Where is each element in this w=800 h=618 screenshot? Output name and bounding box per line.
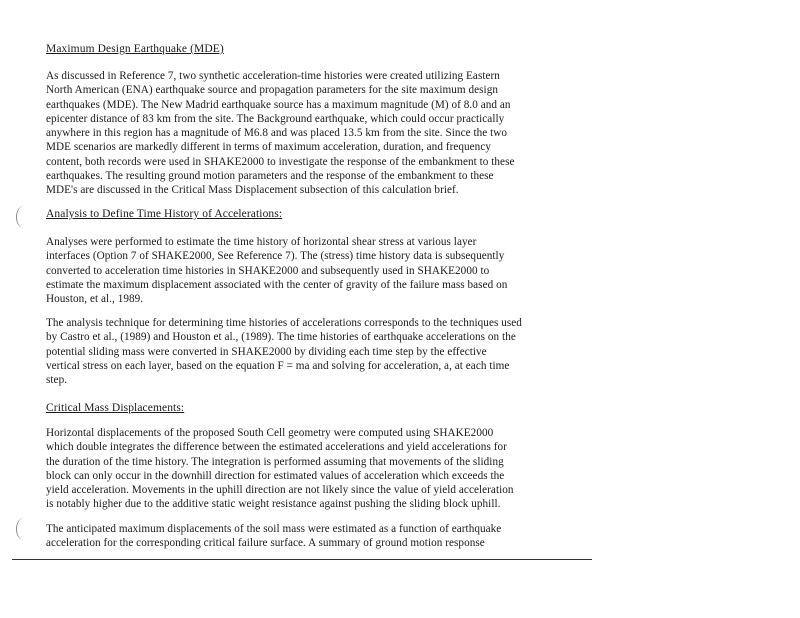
- text-line: anywhere in this region has a magnitude of M6.8 and was placed 13.5 km from the site. Since the two: [46, 127, 508, 140]
- text-line: North American (ENA) earthquake source and propagation parameters for the site maximum design: [46, 84, 498, 97]
- text-line: interfaces (Option 7 of SHAKE2000, See Reference 7). The (stress) time history data is subsequently: [46, 250, 505, 263]
- text-line: content, both records were used in SHAKE2000 to investigate the response of the embankment to these: [46, 155, 515, 168]
- paragraph-time-history-1: [46, 235, 546, 306]
- heading-time-history: Analysis to Define Time History of Accelerations:: [46, 208, 283, 220]
- text-line: is notably higher due to the additive static weight resistance against pushing the sliding block uphill.: [46, 498, 501, 511]
- text-line: The anticipated maximum displacements of the soil mass were estimated as a function of earthquake: [46, 523, 502, 535]
- text-line: Houston, et al., 1989.: [46, 293, 144, 306]
- page-bottom-rule: [12, 559, 592, 560]
- text-line: earthquakes (MDE). The New Madrid earthquake source has a maximum magnitude (M) of 8.0 and an: [46, 98, 511, 111]
- text-line: MDE scenarios are markedly different in terms of maximum acceleration, duration, and frequency: [46, 141, 491, 154]
- margin-bracket-mark: [16, 206, 31, 228]
- paragraph-mde: [46, 69, 546, 198]
- paragraph-critical-mass-1: [46, 426, 546, 512]
- text-line: by Castro et al., (1989) and Houston et al., (1989). The time histories of earthquake accelerations on the: [46, 331, 516, 344]
- heading-mde: Maximum Design Earthquake (MDE): [46, 43, 224, 55]
- text-line: acceleration for the corresponding critical failure surface. A summary of ground motion response: [46, 537, 485, 550]
- text-line: As discussed in Reference 7, two synthetic acceleration-time histories were created utilizing Eastern: [46, 70, 500, 82]
- heading-critical-mass: Critical Mass Displacements:: [46, 402, 185, 414]
- text-line: the duration of the time history. The integration is performed assuming that movements of the sliding: [46, 455, 504, 468]
- text-line: step.: [46, 374, 68, 387]
- text-line: estimate the maximum displacement associated with the center of gravity of the failure mass based on: [46, 278, 508, 291]
- text-line: converted to acceleration time histories in SHAKE2000 and subsequently used in SHAKE2000 to: [46, 264, 490, 277]
- text-line: The analysis technique for determining time histories of accelerations corresponds to the techniques used: [46, 317, 522, 329]
- text-line: vertical stress on each layer, based on the equation F = ma and solving for acceleration, a, at each time: [46, 359, 510, 372]
- text-line: MDE's are discussed in the Critical Mass Displacement subsection of this calculation brief.: [46, 184, 459, 197]
- text-line: earthquakes. The resulting ground motion parameters and the response of the embankment to these: [46, 170, 494, 183]
- paragraph-critical-mass-2: [46, 522, 546, 551]
- text-line: epicenter distance of 83 km from the site. The Background earthquake, which could occur practically: [46, 112, 505, 125]
- paragraph-time-history-2: [46, 316, 546, 387]
- text-line: potential sliding mass were converted in SHAKE2000 by dividing each time step by the effective: [46, 345, 487, 358]
- margin-bracket-mark: [16, 518, 31, 540]
- text-line: yield acceleration. Movements in the uphill direction are not likely since the value of yield acceleration: [46, 484, 514, 497]
- text-line: Analyses were performed to estimate the time history of horizontal shear stress at various layer: [46, 236, 477, 248]
- text-line: Horizontal displacements of the proposed South Cell geometry were computed using SHAKE2000: [46, 427, 494, 439]
- text-line: block can only occur in the downhill direction for estimated values of acceleration which exceeds the: [46, 469, 505, 482]
- text-line: which double integrates the difference between the estimated accelerations and yield accelerations for: [46, 441, 507, 454]
